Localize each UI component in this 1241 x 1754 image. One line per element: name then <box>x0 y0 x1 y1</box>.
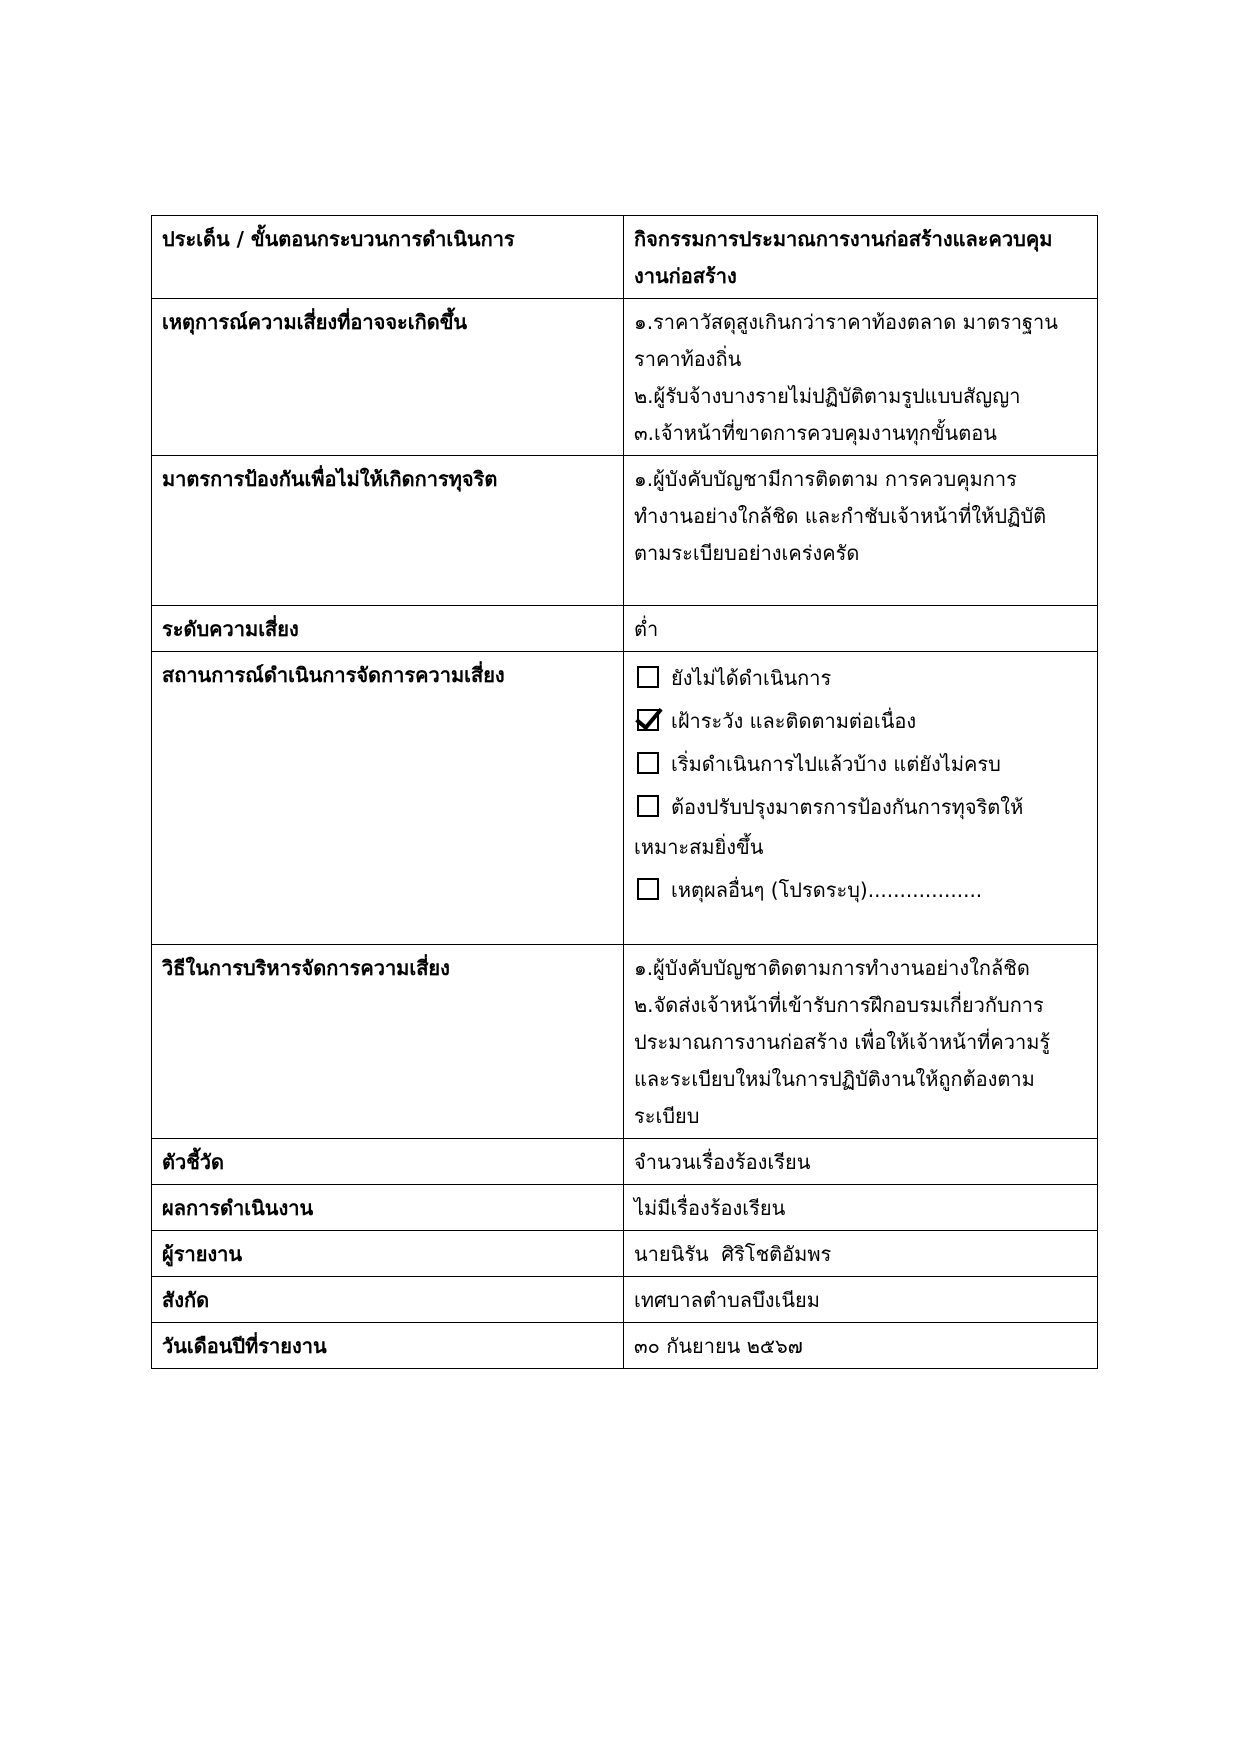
row-affiliation <box>152 1277 1098 1323</box>
row-management <box>152 945 1098 1139</box>
report-date-label: วันเดือนปีที่รายงาน <box>152 1323 624 1369</box>
management-line: ระเบียบ <box>634 1104 700 1128</box>
prevention-line: ๑.ผู้บังคับบัญชามีการติดตาม การควบคุมการ <box>634 467 1017 491</box>
status-option <box>634 658 1087 698</box>
checkbox-checked-icon <box>637 709 659 731</box>
checkbox-unchecked-icon <box>637 752 659 774</box>
status-option-text: เหตุผลอื่นๆ (โปรดระบุ).................. <box>671 878 983 902</box>
affiliation-value: เทศบาลตำบลบึงเนียม <box>624 1277 1098 1323</box>
process-value-line: งานก่อสร้าง <box>634 264 737 288</box>
risk-level-label: ระดับความเสี่ยง <box>152 606 624 652</box>
row-risk-events <box>152 299 1098 456</box>
result-label: ผลการดำเนินงาน <box>152 1185 624 1231</box>
status-option-text: เฝ้าระวัง และติดตามต่อเนื่อง <box>671 709 917 733</box>
status-option-continuation: เหมาะสมยิ่งขึ้น <box>634 835 764 859</box>
reporter-label: ผู้รายงาน <box>152 1231 624 1277</box>
row-process <box>152 216 1098 299</box>
row-reporter <box>152 1231 1098 1277</box>
checkmark-icon <box>635 702 662 731</box>
checkbox-unchecked-icon <box>637 666 659 688</box>
indicator-label: ตัวชี้วัด <box>152 1139 624 1185</box>
risk-report-table <box>151 215 1098 1369</box>
prevention-label: มาตรการป้องกันเพื่อไม่ให้เกิดการทุจริต <box>152 456 624 606</box>
status-option <box>634 787 1087 827</box>
risk-events-value <box>624 299 1098 456</box>
status-option <box>634 744 1087 784</box>
row-risk-level <box>152 606 1098 652</box>
management-line: ๑.ผู้บังคับบัญชาติดตามการทำงานอย่างใกล้ชิด <box>634 956 1030 980</box>
management-value <box>624 945 1098 1139</box>
risk-events-label: เหตุการณ์ความเสี่ยงที่อาจจะเกิดขึ้น <box>152 299 624 456</box>
risk-event-line: ๓.เจ้าหน้าที่ขาดการควบคุมงานทุกขั้นตอน <box>634 421 997 445</box>
checkbox-unchecked-icon <box>637 795 659 817</box>
affiliation-label: สังกัด <box>152 1277 624 1323</box>
management-label: วิธีในการบริหารจัดการความเสี่ยง <box>152 945 624 1139</box>
report-date-value: ๓๐ กันยายน ๒๕๖๗ <box>624 1323 1098 1369</box>
risk-event-line: ราคาท้องถิ่น <box>634 347 742 371</box>
status-option <box>634 870 1087 910</box>
row-prevention <box>152 456 1098 606</box>
prevention-line: ทำงานอย่างใกล้ชิด และกำชับเจ้าหน้าที่ให้ปฏิบัติ <box>634 504 1047 528</box>
process-value <box>624 216 1098 299</box>
row-indicator <box>152 1139 1098 1185</box>
process-value-line: กิจกรรมการประมาณการงานก่อสร้างและควบคุม <box>634 227 1053 251</box>
checkbox-unchecked-icon <box>637 878 659 900</box>
management-line: ๒.จัดส่งเจ้าหน้าที่เข้ารับการฝึกอบรมเกี่ยวกับการ <box>634 993 1044 1017</box>
risk-event-line: ๑.ราคาวัสดุสูงเกินกว่าราคาท้องตลาด มาตราฐาน <box>634 310 1058 334</box>
row-report-date <box>152 1323 1098 1369</box>
status-options <box>624 652 1098 945</box>
management-line: ประมาณการงานก่อสร้าง เพื่อให้เจ้าหน้าที่ความรู้ <box>634 1030 1051 1054</box>
risk-level-value: ต่ำ <box>624 606 1098 652</box>
status-option <box>634 701 1087 741</box>
row-status <box>152 652 1098 945</box>
process-label: ประเด็น / ขั้นตอนกระบวนการดำเนินการ <box>152 216 624 299</box>
prevention-line: ตามระเบียบอย่างเคร่งครัด <box>634 541 860 565</box>
indicator-value: จำนวนเรื่องร้องเรียน <box>624 1139 1098 1185</box>
status-option-text: ยังไม่ได้ดำเนินการ <box>671 666 832 690</box>
row-result <box>152 1185 1098 1231</box>
management-line: และระเบียบใหม่ในการปฏิบัติงานให้ถูกต้องตาม <box>634 1067 1035 1091</box>
risk-event-line: ๒.ผู้รับจ้างบางรายไม่ปฏิบัติตามรูปแบบสัญญา <box>634 384 1021 408</box>
status-option-text: เริ่มดำเนินการไปแล้วบ้าง แต่ยังไม่ครบ <box>671 752 1001 776</box>
status-label: สถานการณ์ดำเนินการจัดการความเสี่ยง <box>152 652 624 945</box>
result-value: ไม่มีเรื่องร้องเรียน <box>624 1185 1098 1231</box>
status-option-text: ต้องปรับปรุงมาตรการป้องกันการทุจริตให้ <box>671 795 1024 819</box>
prevention-value <box>624 456 1098 606</box>
reporter-value: นายนิรัน ศิริโชติอัมพร <box>624 1231 1098 1277</box>
